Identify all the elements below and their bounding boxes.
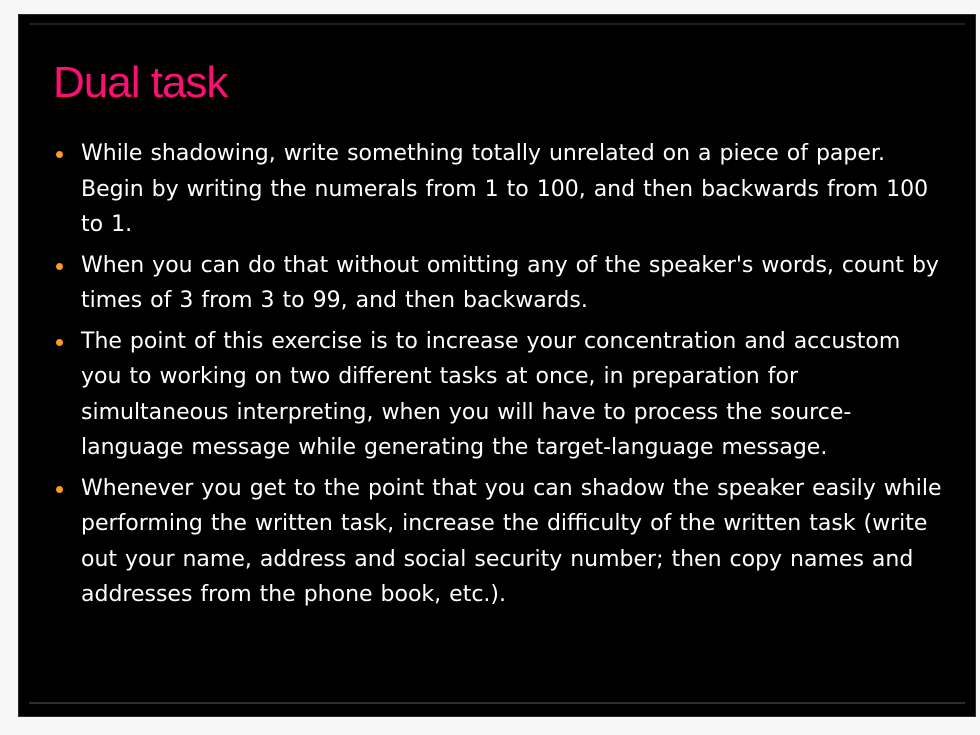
bullet-item: [53, 324, 948, 466]
bullet-item: [53, 136, 948, 243]
bullet-marker-icon: [56, 263, 63, 270]
bullet-item: [53, 248, 948, 319]
bullet-text: Whenever you get to the point that you can shadow the speaker easily while performing the written task, increase the difficulty of the written task (write out your name, address and social security number; then copy names and addresses from the phone book, etc.).: [81, 475, 942, 607]
bullet-item: [53, 471, 948, 613]
bullet-marker-icon: [56, 339, 63, 346]
slide: [18, 14, 976, 717]
bullet-text: The point of this exercise is to increase your concentration and accustom you to working on two different tasks at once, in preparation for simultaneous interpreting, when you will have to process the source-language message while generating the target-language message.: [81, 328, 901, 460]
bullet-text: While shadowing, write something totally unrelated on a piece of paper. Begin by writing the numerals from 1 to 100, and then backwards from 100 to 1.: [81, 141, 929, 237]
bullet-list: [53, 136, 948, 618]
bullet-text: When you can do that without omitting any of the speaker's words, count by times of 3 from 3 to 99, and then backwards.: [81, 252, 939, 313]
bullet-marker-icon: [56, 486, 63, 493]
slide-title: Dual task: [53, 58, 228, 107]
bullet-marker-icon: [56, 151, 63, 158]
